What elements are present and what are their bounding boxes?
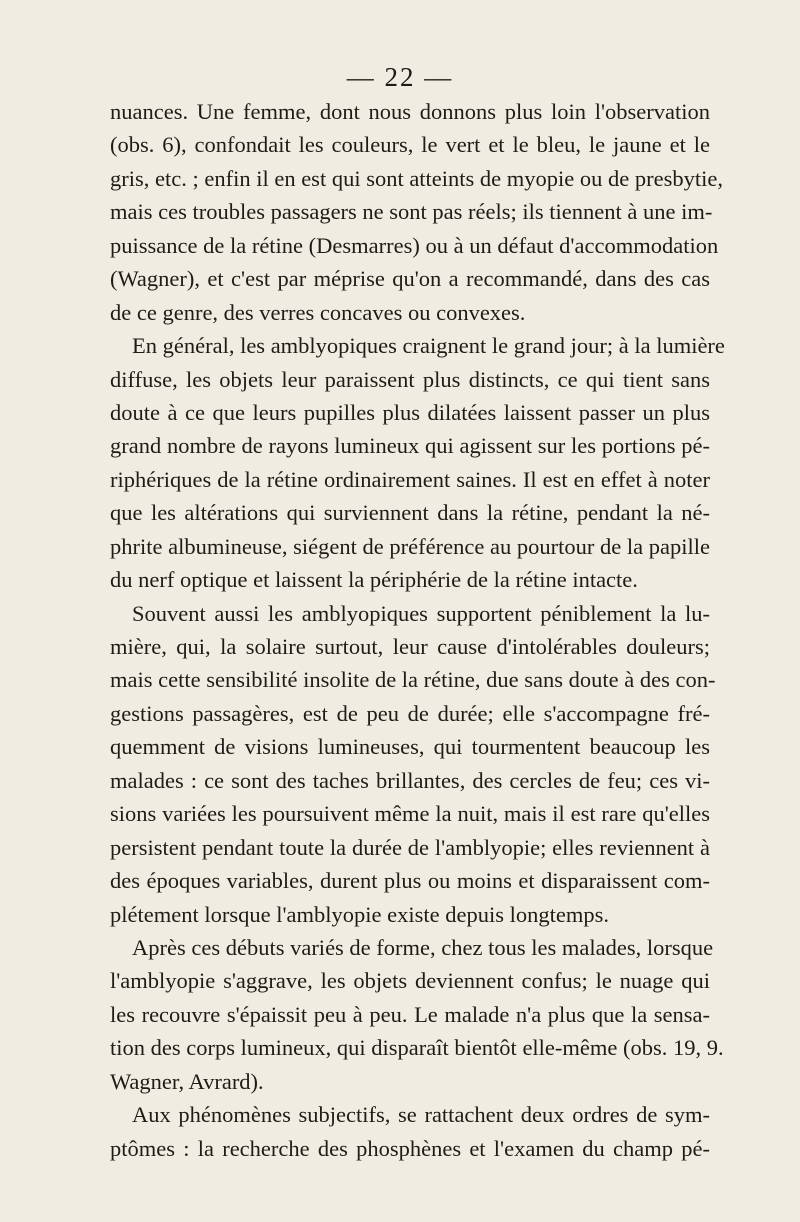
text-line: diffuse, les objets leur paraissent plus distincts, ce qui tient sans <box>110 366 710 392</box>
text-line: de ce genre, des verres concaves ou convexes. <box>110 299 526 325</box>
text-line: doute à ce que leurs pupilles plus dilatées laissent passer un plus <box>110 399 710 425</box>
text-line: gris, etc. ; enfin il en est qui sont atteints de myopie ou de presbytie, <box>110 165 723 191</box>
text-line: l'amblyopie s'aggrave, les objets deviennent confus; le nuage qui <box>110 968 710 994</box>
text-line: persistent pendant toute la durée de l'amblyopie; elles reviennent à <box>110 834 710 860</box>
text-line: Wagner, Avrard). <box>110 1068 264 1094</box>
text-line: plétement lorsque l'amblyopie existe depuis longtemps. <box>110 901 609 927</box>
text-line: riphériques de la rétine ordinairement saines. Il est en effet à noter <box>110 466 710 492</box>
text-line: sions variées les poursuivent même la nuit, mais il est rare qu'elles <box>110 801 710 827</box>
text-line: malades : ce sont des taches brillantes, des cercles de feu; ces vi- <box>110 767 710 793</box>
text-line: En général, les amblyopiques craignent le grand jour; à la lumière <box>132 333 725 359</box>
text-line: mais cette sensibilité insolite de la rétine, due sans doute à des con- <box>110 667 716 693</box>
text-line: mais ces troubles passagers ne sont pas réels; ils tiennent à une im- <box>110 199 713 225</box>
text-line: que les altérations qui surviennent dans la rétine, pendant la né- <box>110 500 710 526</box>
body-text <box>110 95 725 1165</box>
page-number: — 22 — <box>346 62 454 92</box>
text-line: Aux phénomènes subjectifs, se rattachent deux ordres de sym- <box>132 1102 710 1128</box>
text-line: puissance de la rétine (Desmarres) ou à un défaut d'accommodation <box>110 232 719 258</box>
text-line: phrite albumineuse, siégent de préférence au pourtour de la papille <box>110 533 710 559</box>
text-line: Après ces débuts variés de forme, chez tous les malades, lorsque <box>132 934 714 960</box>
text-line: les recouvre s'épaissit peu à peu. Le malade n'a plus que la sensa- <box>110 1001 710 1027</box>
text-line: tion des corps lumineux, qui disparaît bientôt elle-même (obs. 19, 9. <box>110 1035 724 1061</box>
text-line: nuances. Une femme, dont nous donnons plus loin l'observation <box>110 99 710 124</box>
text-line: du nerf optique et laissent la périphérie de la rétine intacte. <box>110 567 638 593</box>
text-line: Souvent aussi les amblyopiques supportent péniblement la lu- <box>132 600 710 626</box>
text-line: gestions passagères, est de peu de durée; elle s'accompagne fré- <box>110 700 710 726</box>
text-line: ptômes : la recherche des phosphènes et l'examen du champ pé- <box>110 1135 710 1161</box>
text-line: (obs. 6), confondait les couleurs, le vert et le bleu, le jaune et le <box>110 132 710 158</box>
text-line: quemment de visions lumineuses, qui tourmentent beaucoup les <box>110 734 710 760</box>
text-line: grand nombre de rayons lumineux qui agissent sur les portions pé- <box>110 433 710 459</box>
text-line: des époques variables, durent plus ou moins et disparaissent com- <box>110 868 710 894</box>
text-line: mière, qui, la solaire surtout, leur cause d'intolérables douleurs; <box>110 634 710 659</box>
text-line: (Wagner), et c'est par méprise qu'on a recommandé, dans des cas <box>110 266 710 292</box>
